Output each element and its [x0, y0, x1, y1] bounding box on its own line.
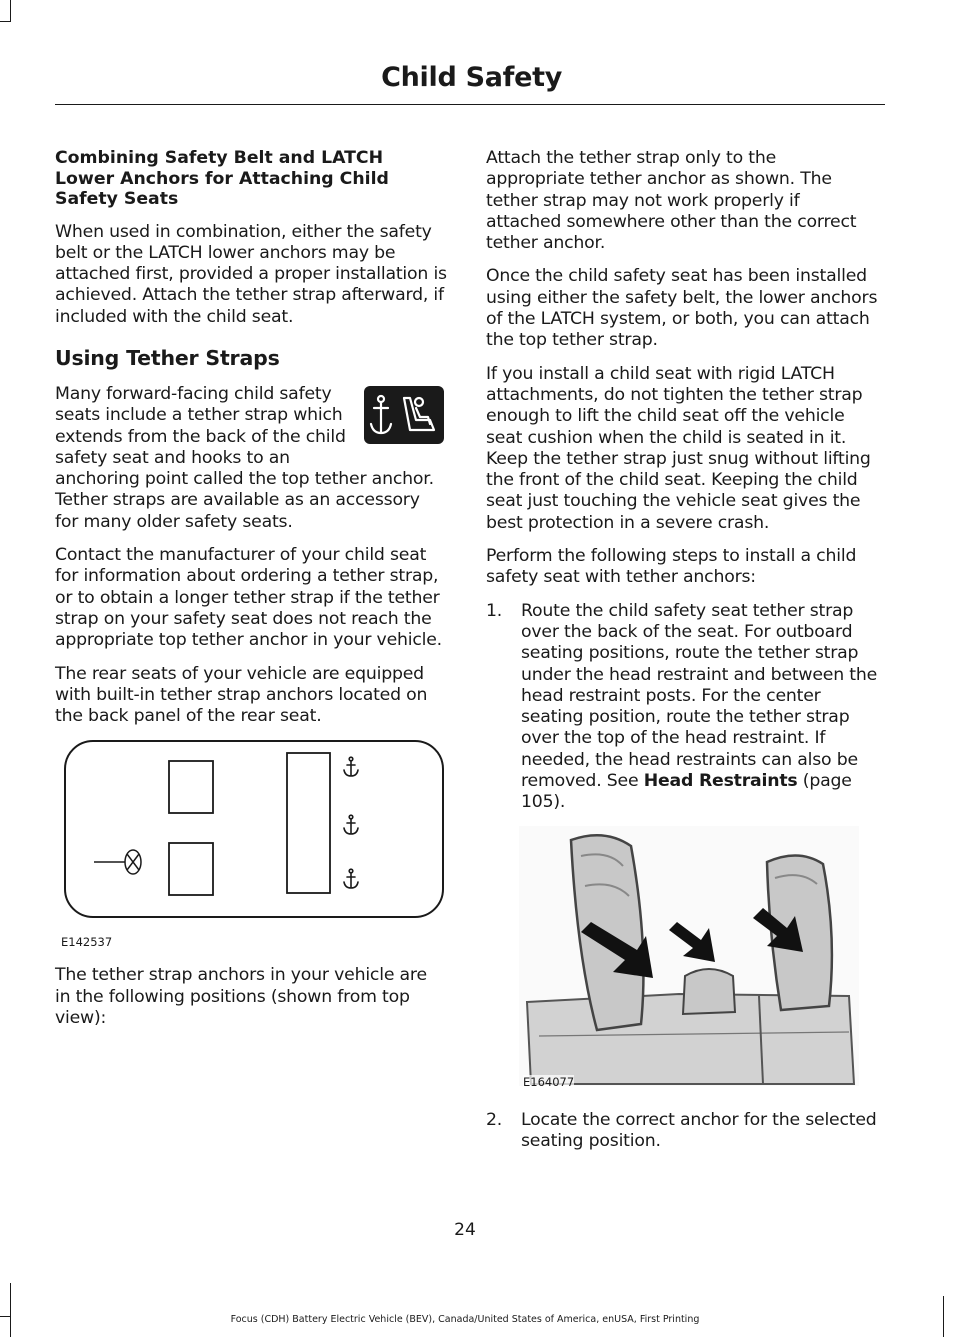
step-2 [486, 1110, 878, 1153]
step-text: Route the child safety seat tether strap over the back of the seat. For outboard seating positions, route the tether strap under the head restraint and between the head restraint posts. For the center seating position, route the tether strap over the top of the head restraint. If needed, the head restraints can also be removed. See [521, 600, 878, 792]
page-number: 24 [454, 1220, 476, 1240]
step-1 [486, 601, 878, 814]
right-column [486, 148, 878, 1164]
page-title: Child Safety [381, 62, 562, 93]
paragraph-tether-intro: Many forward-facing child safety seats include a tether strap which extends from the back of the child safety seat and hooks to an anchoring point called the top tether anchor. Tether straps are available as an accessory for many older safety seats. [55, 383, 434, 532]
paragraph-combination: When used in combination, either the safety belt or the LATCH lower anchors may be attached first, provided a proper installation is achieved. Attach the tether strap afterward, if included with the child seat. [55, 221, 447, 327]
step-number: 2. [486, 1109, 503, 1130]
crop-mark [0, 21, 11, 22]
cross-reference-link[interactable]: Head Restraints [643, 771, 798, 792]
subheading-tether-straps: Using Tether Straps [55, 345, 280, 370]
footer-text: Focus (CDH) Battery Electric Vehicle (BEV), Canada/United States of America, enUSA, First Printing [230, 1314, 700, 1325]
section-heading: Combining Safety Belt and LATCH Lower Anchors for Attaching Child Safety Seats [55, 148, 389, 209]
crop-mark [10, 0, 11, 22]
step-number: 1. [486, 600, 503, 621]
crop-mark [10, 1283, 11, 1337]
paragraph-perform: Perform the following steps to install a child safety seat with tether anchors: [486, 546, 857, 588]
figure-label: E164077 [523, 1074, 575, 1089]
paragraph-attach: Attach the tether strap only to the appropriate tether anchor as shown. The tether strap may not work properly if attached somewhere other than the correct tether anchor. [486, 148, 857, 254]
paragraph-positions: The tether strap anchors in your vehicle are in the following positions (shown from top view): [55, 965, 427, 1029]
step-text: Locate the correct anchor for the selected seating position. [521, 1109, 877, 1151]
paragraph-once: Once the child safety seat has been installed using either the safety belt, the lower anchors of the LATCH system, or both, you can attach the top tether strap. [486, 266, 878, 351]
header-divider [55, 104, 885, 105]
page-reference: (page 105). [521, 771, 852, 813]
child-seat-tether-icon [364, 386, 444, 444]
paragraph-contact: Contact the manufacturer of your child seat for information about ordering a tether strap, or to obtain a longer tether strap if the tether strap on your safety seat does not reach the appropriate top tether anchor in your vehicle. [55, 545, 442, 651]
paragraph-rear-seats: The rear seats of your vehicle are equipped with built-in tether strap anchors located on the back panel of the rear seat. [55, 663, 428, 727]
paragraph-rigid-latch: If you install a child seat with rigid LATCH attachments, do not tighten the tether strap enough to lift the child seat off the vehicle seat cushion when the child is seated in it. Keep the tether strap just snug without lifting the front of the child seat. Keeping the child seat just touching the vehicle seat gives the best protection in a severe crash. [486, 363, 871, 533]
head-restraint-routing-image [519, 826, 859, 1089]
crop-mark [943, 1296, 944, 1337]
anchor-positions-diagram [61, 739, 453, 950]
figure-label: E142537 [61, 935, 113, 950]
left-column [55, 148, 447, 1041]
